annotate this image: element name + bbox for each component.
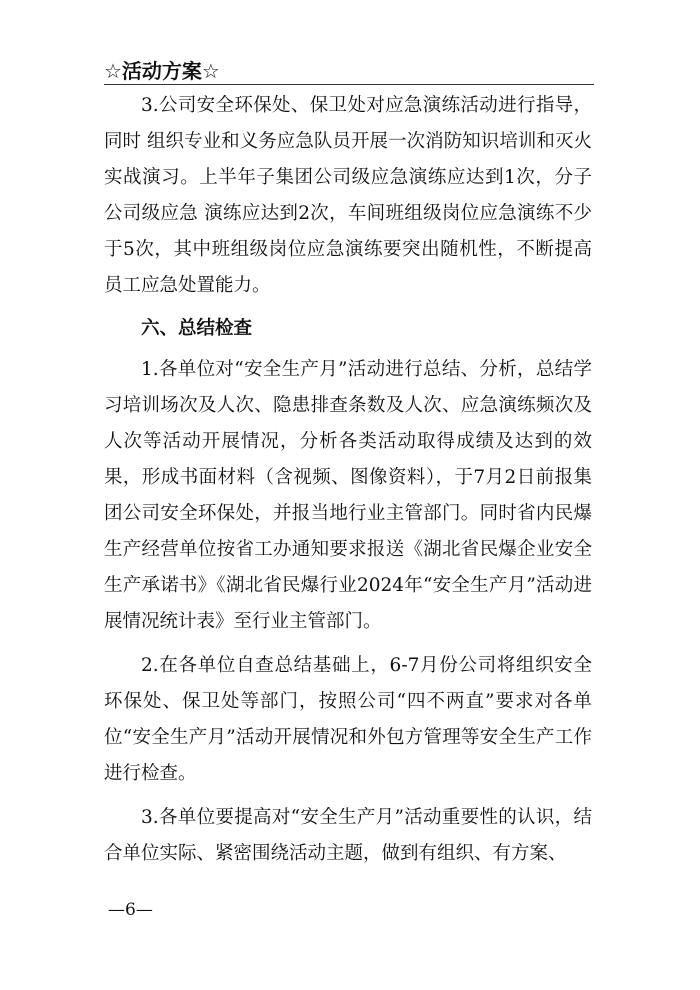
section-title-summary-inspection: 六、总结检查 [141, 318, 253, 339]
paragraph-awareness: 3.各单位要提高对“安全生产月”活动重要性的认识，结合单位实际、紧密围绕活动主题，做到有组织、有方案、 [104, 807, 592, 864]
header-divider [104, 84, 594, 85]
paragraph-emergency-drill: 3.公司安全环保处、保卫处对应急演练活动进行指导，同时 组织专业和义务应急队员开展一次消防知识培训和灭火实战演习。上半年子集团公司级应急演练应达到1次，分子公司级应急 演练应达到2次，车间班组级岗位应急演练不少于5次，其中班组级岗位应急演练要突出随机性，不断提高员工应急处置能力。 [104, 95, 592, 296]
document-header: ☆活动方案☆ [104, 59, 220, 83]
document-body [104, 88, 592, 878]
paragraph-summary-report: 1.各单位对“安全生产月”活动进行总结、分析，总结学习培训场次及人次、隐患排查条数及人次、应急演练频次及人次等活动开展情况，分析各类活动取得成绩及达到的效果，形成书面材料（含视频、图像资料），于7月2日前报集团公司安全环保处，并报当地行业主管部门。同时省内民爆生产经营单位按省工办通知要求报送《湖北省民爆企业安全生产承诺书》《湖北省民爆行业2024年“安全生产月”活动进展情况统计表》至行业主管部门。 [104, 359, 592, 632]
page-number: —6— [108, 900, 153, 920]
paragraph-inspection: 2.在各单位自查总结基础上，6-7月份公司将组织安全环保处、保卫处等部门，按照公司“四不两直”要求对各单位“安全生产月”活动开展情况和外包方管理等安全生产工作进行检查。 [104, 655, 592, 784]
